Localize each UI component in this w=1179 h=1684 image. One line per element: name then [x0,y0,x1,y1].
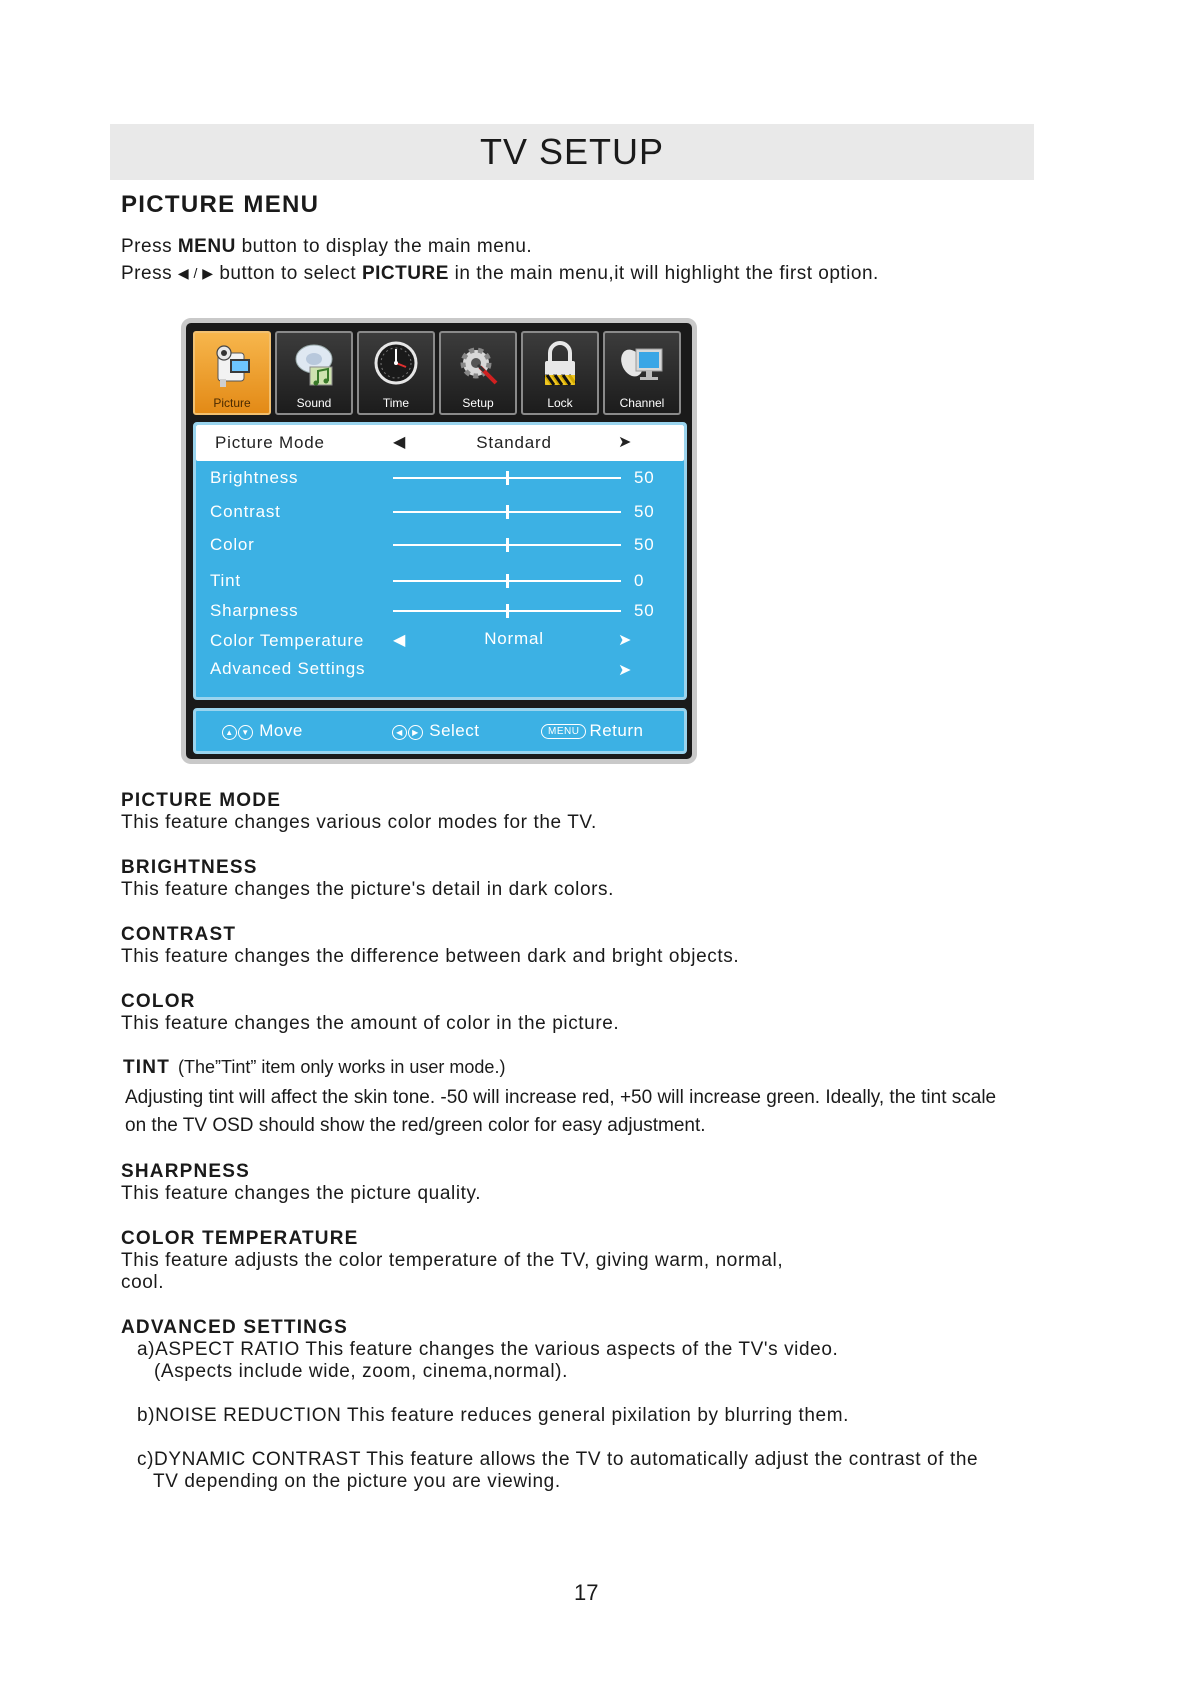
brightness-slider[interactable] [393,477,621,479]
row-value: 50 [634,601,655,620]
arrow-left-icon[interactable]: ◀ [393,434,407,451]
arrow-left-icon[interactable]: ◀ [393,632,407,649]
text-aspect-ratio-2: (Aspects include wide, zoom, cinema,normal). [154,1361,568,1382]
row-value: 0 [634,571,645,590]
text-dynamic-contrast-1: c)DYNAMIC CONTRAST This feature allows the TV to automatically adjust the contrast of the [137,1449,979,1470]
tab-picture[interactable] [193,331,271,415]
footer-select: ◀ ▶ Select [392,721,479,741]
heading-sharpness: SHARPNESS [121,1161,251,1182]
slider-thumb[interactable] [506,604,509,618]
tab-setup[interactable] [439,331,517,415]
footer-move: ▲ ▼ Move [222,721,303,741]
row-value: 50 [634,502,655,521]
padlock-icon [536,339,584,389]
page-banner [110,124,1034,180]
page-title: TV SETUP [479,131,665,172]
tab-lock[interactable] [521,331,599,415]
arrow-right-icon[interactable]: ➤ [618,434,633,451]
heading-contrast: CONTRAST [121,924,237,945]
menu-row-brightness[interactable] [196,464,684,492]
text-noise-reduction: b)NOISE REDUCTION This feature reduces general pixilation by blurring them. [137,1405,850,1426]
text-aspect-ratio-1: a)ASPECT RATIO This feature changes the various aspects of the TV's video. [137,1339,839,1360]
osd-footer-bar [193,708,687,754]
text-picture-mode: This feature changes various color modes for the TV. [121,812,597,833]
menu-row-color-temperature[interactable] [196,627,684,655]
tv-osd-menu [181,318,697,764]
footer-return: MENU Return [541,721,643,741]
row-label: Tint [210,571,241,590]
text-tint-2: on the TV OSD should show the red/green color for easy adjustment. [125,1115,706,1136]
row-value: 50 [634,535,655,554]
row-label: Advanced Settings [210,659,366,678]
menu-row-color[interactable] [196,531,684,559]
up-circle-icon: ▲ [222,725,237,740]
heading-advanced-settings: ADVANCED SETTINGS [121,1317,348,1338]
tab-label: Lock [547,396,573,410]
menu-row-contrast[interactable] [196,498,684,526]
text-sharpness: This feature changes the picture quality. [121,1183,482,1204]
arrow-right-icon[interactable]: ➤ [618,662,633,679]
row-label: Contrast [210,502,281,521]
heading-picture-mode: PICTURE MODE [121,790,282,811]
menu-row-tint[interactable] [196,567,684,595]
menu-row-advanced-settings[interactable] [196,655,684,683]
tab-label: Setup [462,396,494,410]
row-value: Standard [476,433,552,452]
satellite-monitor-icon [618,339,666,389]
row-label: Color Temperature [210,631,365,650]
left-right-arrows-icon: ◀ / ▶ [177,265,214,281]
tab-label: Time [382,396,410,410]
tint-note: (The”Tint” item only works in user mode.) [178,1057,506,1077]
row-label: Color [210,535,255,554]
row-value: 50 [634,468,655,487]
tab-label: Picture [213,396,251,410]
intro-line-2: Press ◀ / ▶ button to select PICTURE in the main menu,it will highlight the first option. [121,263,879,284]
slider-thumb[interactable] [506,471,509,485]
right-circle-icon: ▶ [408,725,423,740]
text-tint-1: Adjusting tint will affect the skin tone. -50 will increase red, +50 will increase green. Ideally, the tint scale [125,1087,997,1108]
speaker-disc-icon [290,339,338,389]
text-color-temperature-2: cool. [121,1272,165,1293]
tab-label: Channel [619,396,665,410]
gear-tool-icon [454,339,502,389]
slider-thumb[interactable] [506,505,509,519]
heading-tint: TINT (The”Tint” item only works in user mode.) [123,1057,506,1078]
contrast-slider[interactable] [393,511,621,513]
text-contrast: This feature changes the difference between dark and bright objects. [121,946,740,967]
row-label: Brightness [210,468,299,487]
heading-color-temperature: COLOR TEMPERATURE [121,1228,359,1249]
slider-thumb[interactable] [506,538,509,552]
clock-icon [372,339,420,389]
down-circle-icon: ▼ [238,725,253,740]
menu-row-sharpness[interactable] [196,597,684,625]
row-value: Normal [484,629,544,648]
page-number: 17 [574,1580,599,1605]
text-brightness: This feature changes the picture's detail in dark colors. [121,879,615,900]
text-color: This feature changes the amount of color in the picture. [121,1013,620,1034]
tab-channel[interactable] [603,331,681,415]
tab-label: Sound [296,396,332,410]
left-circle-icon: ◀ [392,725,407,740]
arrow-right-icon[interactable]: ➤ [618,632,633,649]
tab-time[interactable] [357,331,435,415]
heading-brightness: BRIGHTNESS [121,857,258,878]
section-title: PICTURE MENU [121,191,320,218]
menu-key-icon: MENU [541,724,586,739]
picture-menu-panel [193,422,687,700]
slider-thumb[interactable] [506,574,509,588]
camera-icon [208,339,256,389]
menu-row-picture-mode[interactable] [196,429,684,457]
row-label: Sharpness [210,601,299,620]
row-label: Picture Mode [215,433,325,452]
text-dynamic-contrast-2: TV depending on the picture you are viewing. [153,1471,561,1492]
text-color-temperature-1: This feature adjusts the color temperature of the TV, giving warm, normal, [121,1250,784,1271]
sharpness-slider[interactable] [393,610,621,612]
intro-line-1: Press MENU button to display the main menu. [121,236,533,257]
heading-color: COLOR [121,991,196,1012]
color-slider[interactable] [393,544,621,546]
tab-sound[interactable] [275,331,353,415]
tint-slider[interactable] [393,580,621,582]
